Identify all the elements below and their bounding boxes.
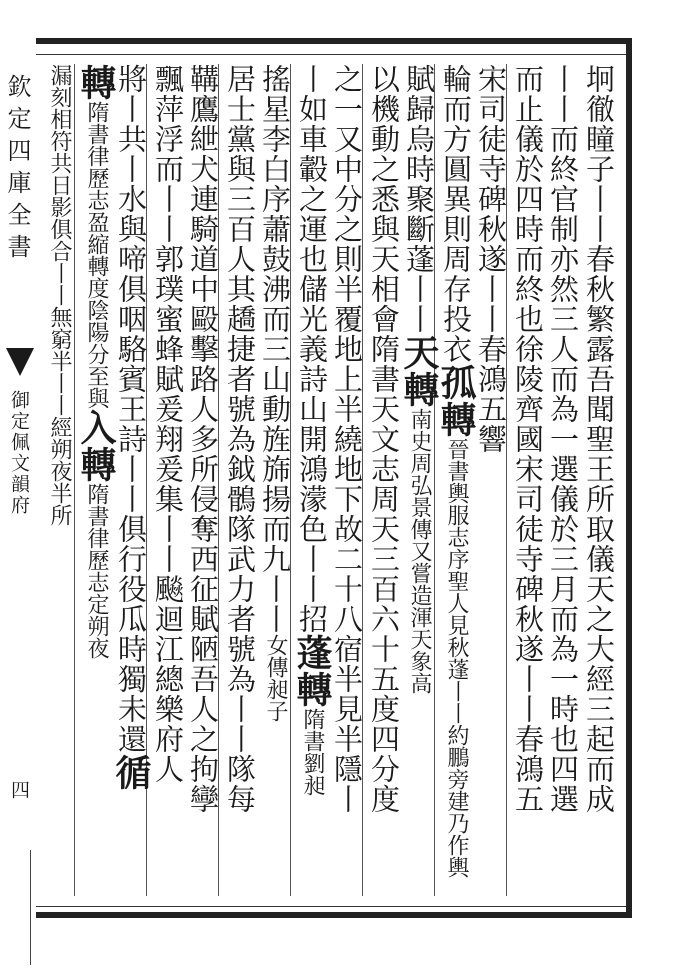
text-column: 飄萍浮而丨丨郭璞蜜蜂賦爰翔爰集丨丨飈迴江總樂府人 xyxy=(146,64,189,896)
fish-tail-mark xyxy=(6,348,34,376)
text-column: 宋司徒寺碑秋遂丨丨春鴻五響 xyxy=(474,64,508,454)
text-column: 之一又中分之則半覆地上半繞地下故二十八宿半見半隱丨 xyxy=(330,64,364,814)
page-margin xyxy=(0,60,36,920)
text-column: 搖星李白序蕭鼓沸而三山動旌旆揚而九丨丨女傳昶子 xyxy=(258,64,292,722)
text-column: 丨如車轂之運也儲光義詩山開鴻濛色丨丨招蓬轉隋書劉昶 xyxy=(290,64,333,896)
text-column: 居士黨與三百人其趫捷者號為鉞鶻隊武力者號為丨丨隊每 xyxy=(218,64,261,896)
entry-heading: 天轉 xyxy=(398,334,440,408)
text-column: 轉隋書律歷志盈縮轉度陰陽分至與入轉隋書律歷志定朔夜 xyxy=(74,64,117,896)
book-subtitle: 御定佩文韻府 xyxy=(8,390,30,516)
page-number: 四 xyxy=(8,780,30,799)
text-column: 將丨共丨水與啼俱咽駱賓王詩丨丨俱行役瓜時獨未還循 xyxy=(110,64,152,791)
entry-heading: 入轉 xyxy=(75,409,117,483)
margin-rule xyxy=(30,850,31,965)
entry-heading: 循 xyxy=(110,754,152,791)
text-column: 鞲鷹紲犬連騎道中毆擊路人多所侵奪西征賦陋吾人之拘孿 xyxy=(186,64,220,814)
text-column: 以機動之悉與天相會隋書天文志周天三百六十五度四分度 xyxy=(362,64,405,896)
page-top-rule xyxy=(36,54,626,55)
main-text xyxy=(47,56,616,904)
entry-heading: 轉 xyxy=(75,64,117,101)
entry-heading: 蓬轉 xyxy=(291,634,333,708)
text-column: 丨丨而終官制亦然三人而為一選儀於三月而為一時也四選 xyxy=(546,64,580,814)
text-column: 賦歸烏時聚斷蓬丨丨天轉南史周弘景傳又嘗造渾天象高 xyxy=(398,64,440,694)
text-column: 而止儀於四時而終也徐陵齊國宋司徒寺碑秋遂丨丨春鴻五 xyxy=(506,64,549,896)
book-title: 欽定四庫全書 xyxy=(3,74,31,266)
text-column: 坰徹瞳子丨丨春秋繁露吾聞聖王所取儀天之大經三起而成 xyxy=(582,64,616,814)
entry-heading: 孤轉 xyxy=(435,364,477,438)
page-bottom-rule xyxy=(36,906,626,907)
text-column: 漏刻相符共日影俱合丨丨無窮半丨丨經朔夜半所 xyxy=(47,64,72,526)
text-column: 輪而方圓異則周存投衣孤轉晉書輿服志序聖人見秋蓬丨丨約鵬旁建乃作輿 xyxy=(434,64,477,896)
